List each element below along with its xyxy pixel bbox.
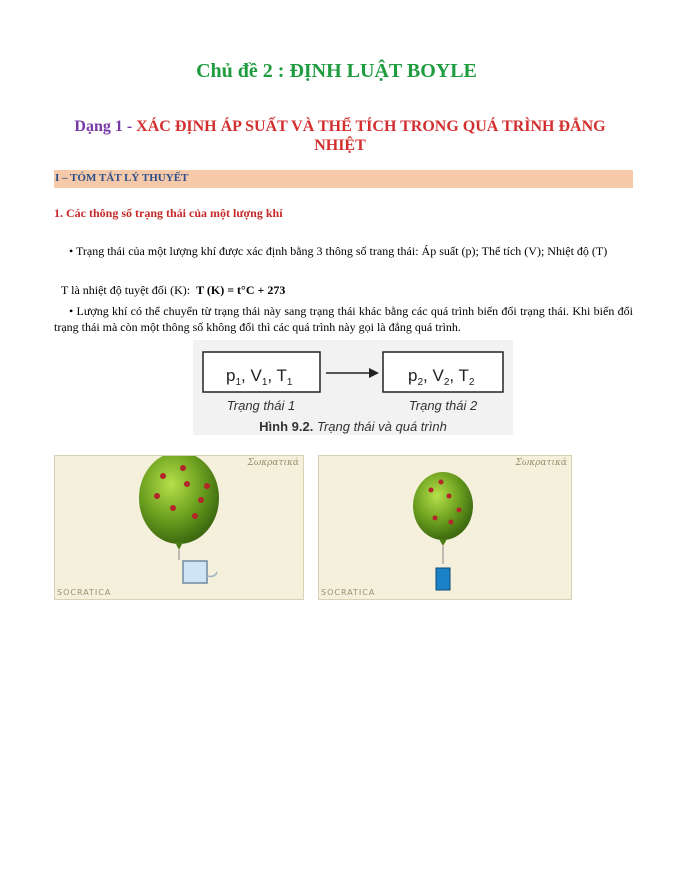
state-1-values: $p_1$, $V_1$, $T_1$ [226,366,293,388]
socratica-greek-mark-2: Σωκρατικά [515,458,567,468]
temperature-formula: T (K) = t°C + 273 [196,283,286,297]
paragraph-absolute-temperature [61,282,631,298]
state-2-label: Trạng thái 2 [408,398,478,413]
subsection-title: 1. Các thông số trạng thái của một lượng khí [54,206,283,220]
ice-cube-icon [183,561,207,583]
figure-caption: Hình 9.2. Trạng thái và quá trình [259,419,447,434]
paragraph-state-process: • Lượng khí có thể chuyển từ trạng thái này sang trạng thái khác bằng các quá trình biến đổi trạng thái. Khi biến đổi trạng thái mà còn một thông số không đổi thì các quá trình này gọi là đẳng quá trình. [54,304,633,334]
state-2-values: $p_2$, $V_2$, $T_2$ [408,366,475,388]
paragraph-state-parameters: • Trạng thái của một lượng khí được xác định bằng 3 thông số trang thái: Áp suất (p); Thể tích (V); Nhiệt độ (T) [69,244,608,258]
subtitle-main: XÁC ĐỊNH ÁP SUẤT VÀ THỂ TÍCH TRONG QUÁ TRÌNH ĐẲNG NHIỆT [136,118,606,154]
section-header-bar [54,170,633,188]
balloon-ice-illustration [55,456,303,599]
section-title: I – TÓM TẮT LÝ THUYẾT [55,172,189,184]
heat-canister-icon [436,568,450,590]
balloon-photo-warm [318,455,572,600]
temperature-label: T là nhiệt độ tuyệt đối (K): [61,283,191,297]
page-title: Chủ đề 2 : ĐỊNH LUẬT BOYLE [196,60,477,82]
balloon-heat-illustration [319,456,571,599]
socratica-brand-mark-2: SOCRATICA [321,588,376,597]
state-1-label: Trạng thái 1 [226,398,296,413]
socratica-greek-mark: Σωκρατικά [247,458,299,468]
socratica-brand-mark: SOCRATICA [57,588,112,597]
topic-subtitle [60,117,620,155]
state-diagram [193,340,513,435]
balloon-large [139,456,219,544]
state-process-figure [193,340,513,435]
subtitle-prefix: Dạng 1 - [74,118,137,135]
balloon-photo-cold [54,455,304,600]
